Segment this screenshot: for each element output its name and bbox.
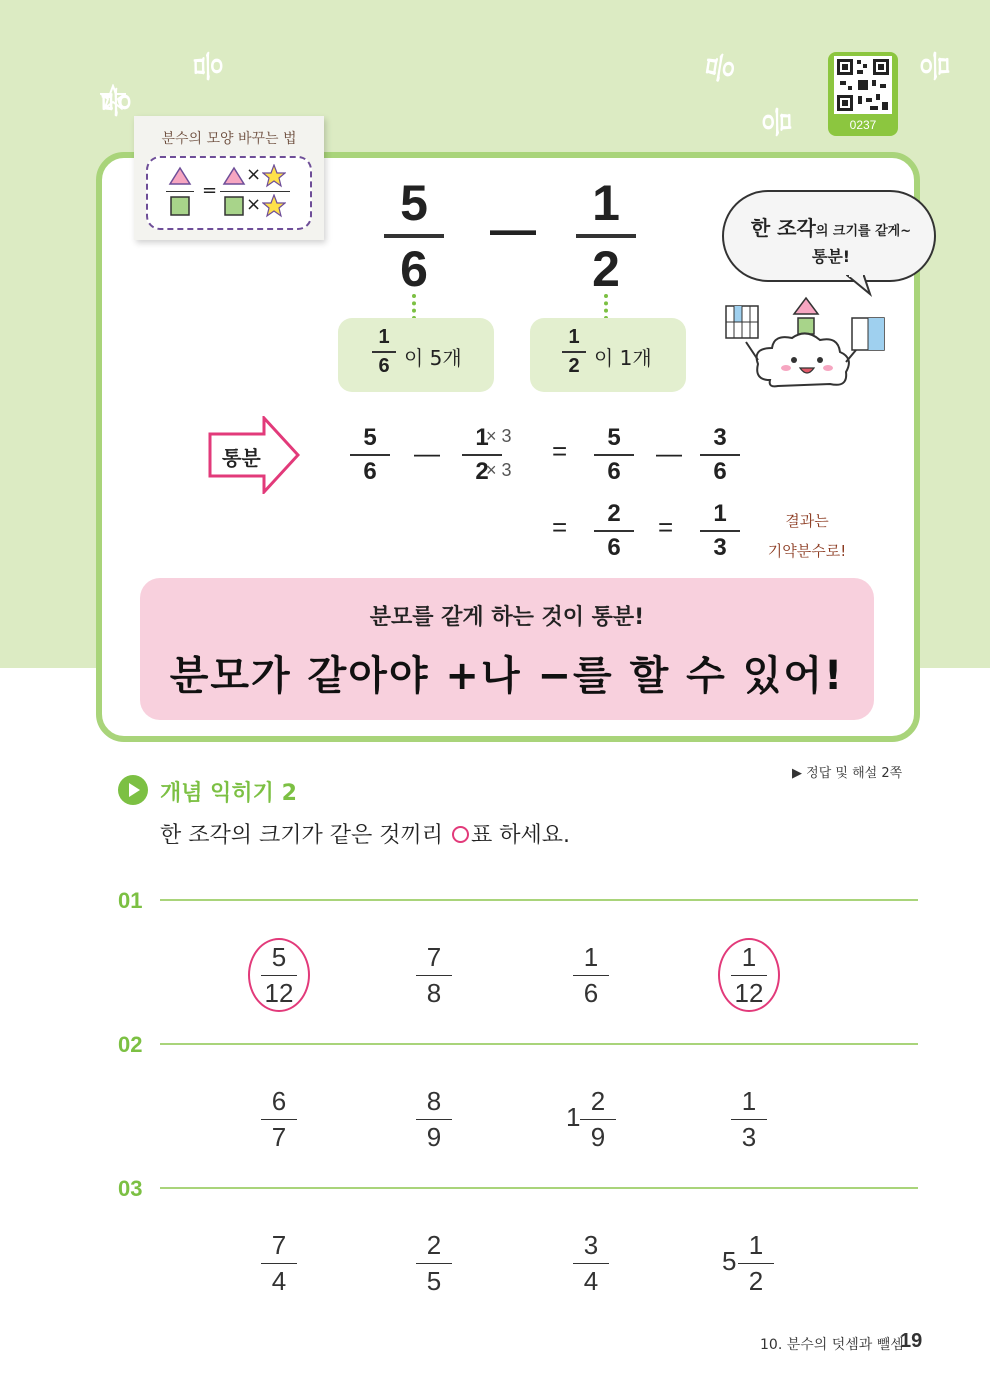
row-divider <box>160 1043 918 1045</box>
bubble-tail <box>846 274 876 298</box>
numerator: 6 <box>271 1086 287 1116</box>
denominator: 4 <box>583 1266 599 1296</box>
triangle-icon <box>168 166 192 186</box>
fraction <box>700 424 740 486</box>
answer-reference: ▶ 정답 및 해설 2쪽 <box>792 766 903 781</box>
tip-note-title: 분수의 모양 바꾸는 법 <box>161 131 297 147</box>
fraction-bar <box>416 1119 452 1120</box>
main-fraction-5-6 <box>384 174 444 298</box>
mixed-number-whole[interactable]: 1 <box>566 1102 581 1132</box>
numerator: 5 <box>363 424 377 451</box>
fraction-bar <box>731 975 767 976</box>
fraction-bar <box>594 454 634 456</box>
multiplier: × 3 <box>486 460 512 480</box>
fraction-bar <box>166 191 194 192</box>
fraction-bar <box>384 234 444 238</box>
minus-sign: — <box>414 438 440 468</box>
play-icon <box>118 775 148 805</box>
fraction-bar <box>580 1119 616 1120</box>
denominator: 6 <box>363 458 377 485</box>
fraction-bar <box>416 975 452 976</box>
denominator: 9 <box>590 1122 606 1152</box>
numerator: 1 <box>592 175 620 231</box>
choice-fraction[interactable] <box>416 1230 452 1297</box>
instruction-text: 표 하세요. <box>471 823 570 848</box>
fraction-bar <box>261 975 297 976</box>
bubble-small-text: 의 크기를 같게~ <box>815 224 912 239</box>
choice-fraction[interactable] <box>731 1086 767 1153</box>
numerator: 1 <box>741 942 757 972</box>
square-icon <box>170 196 190 216</box>
numerator: 1 <box>475 424 489 451</box>
fraction-bar <box>261 1263 297 1264</box>
main-fraction-1-2 <box>576 174 636 298</box>
numerator: 3 <box>583 1230 599 1260</box>
qr-code-badge[interactable] <box>828 52 898 136</box>
numerator: 7 <box>271 1230 287 1260</box>
decor-symbol: 음 <box>760 107 796 137</box>
choice-fraction[interactable] <box>573 942 609 1009</box>
cloud-mascot-icon <box>722 296 890 394</box>
denominator: 12 <box>264 978 294 1008</box>
fraction-bar <box>562 351 586 353</box>
numerator: 1 <box>713 500 727 527</box>
result-note-line: 기약분수로! <box>767 542 847 560</box>
numerator: 1 <box>748 1230 764 1260</box>
unit-fraction <box>372 326 396 378</box>
denominator: 2 <box>748 1266 764 1296</box>
bubble-text-line1 <box>724 212 938 241</box>
problem-number: 03 <box>118 1176 143 1201</box>
choice-fraction[interactable] <box>416 1086 452 1153</box>
fraction <box>594 424 634 486</box>
decor-symbol: 음 <box>699 50 739 85</box>
connector-dots <box>412 294 416 320</box>
problem-number: 02 <box>118 1032 143 1057</box>
fraction-bar <box>350 454 390 456</box>
fraction-bar <box>576 234 636 238</box>
numerator: 2 <box>607 500 621 527</box>
denominator: 6 <box>607 534 621 561</box>
choice-fraction[interactable] <box>580 1086 616 1153</box>
result-note <box>762 506 852 566</box>
choice-fraction[interactable] <box>416 942 452 1009</box>
fraction-bar <box>573 1263 609 1264</box>
denominator: 3 <box>713 534 727 561</box>
tongbun-label: 통분 <box>222 446 261 470</box>
bubble-emphasis: 한 조각 <box>750 216 816 240</box>
result-note-line: 결과는 <box>785 512 829 530</box>
circle-mark-icon <box>452 826 469 843</box>
numerator: 5 <box>607 424 621 451</box>
denominator: 7 <box>271 1122 287 1152</box>
numerator: 1 <box>583 942 599 972</box>
chapter-footer: 10. 분수의 덧셈과 뺄셈 <box>760 1337 904 1353</box>
fraction-bar <box>738 1263 774 1264</box>
numerator: 8 <box>426 1086 442 1116</box>
denominator: 2 <box>568 355 580 377</box>
problem-number: 01 <box>118 888 143 913</box>
row-divider <box>160 1187 918 1189</box>
equals-sign: = <box>552 436 568 466</box>
unit-count-text: 이 1개 <box>594 346 652 370</box>
numerator: 2 <box>426 1230 442 1260</box>
row-divider <box>160 899 918 901</box>
denominator: 5 <box>426 1266 442 1296</box>
bubble-text-line2: 통분! <box>811 247 851 266</box>
denominator: 3 <box>741 1122 757 1152</box>
choice-fraction[interactable] <box>261 1086 297 1153</box>
fraction <box>700 500 740 562</box>
page-number: 19 <box>900 1330 923 1352</box>
equals-sign: = <box>658 512 674 542</box>
numerator: 7 <box>426 942 442 972</box>
denominator: 6 <box>607 458 621 485</box>
star-icon <box>100 84 126 110</box>
denominator: 2 <box>592 241 620 297</box>
fraction <box>350 424 390 486</box>
fraction <box>594 500 634 562</box>
fraction-bar <box>573 975 609 976</box>
denominator: 8 <box>426 978 442 1008</box>
numerator: 2 <box>590 1086 606 1116</box>
equals-sign: = <box>552 512 568 542</box>
square-icon <box>224 196 244 216</box>
qr-code-number: 0237 <box>849 118 877 132</box>
instruction <box>160 818 570 849</box>
numerator: 1 <box>568 326 580 348</box>
connector-dots <box>604 294 608 320</box>
decor-symbol: 음 <box>918 51 954 81</box>
choice-fraction[interactable] <box>738 1230 774 1297</box>
denominator: 6 <box>583 978 599 1008</box>
denominator: 6 <box>400 241 428 297</box>
instruction-text: 한 조각의 크기가 같은 것끼리 <box>160 823 443 848</box>
summary-line2: 분모가 같아야 +나 −를 할 수 있어! <box>169 653 845 699</box>
triangle-icon <box>222 166 246 186</box>
numerator: 3 <box>713 424 727 451</box>
fraction-bar <box>220 191 290 192</box>
star-icon <box>262 194 286 218</box>
choice-fraction[interactable] <box>261 1230 297 1297</box>
tongbun-arrow <box>208 416 300 494</box>
equals-sign: = <box>202 180 218 201</box>
decor-symbol: 음 <box>97 87 133 117</box>
fraction-bar <box>462 454 502 456</box>
numerator: 1 <box>741 1086 757 1116</box>
section-title: 개념 익히기 2 <box>160 781 297 806</box>
numerator: 5 <box>400 175 428 231</box>
fraction-bar <box>731 1119 767 1120</box>
unit-count-text: 이 5개 <box>404 346 462 370</box>
denominator: 12 <box>734 978 764 1008</box>
multiplier: × 3 <box>486 426 512 446</box>
denominator: 2 <box>475 458 489 485</box>
choice-fraction[interactable] <box>261 942 297 1009</box>
fraction-bar <box>700 454 740 456</box>
fraction-bar <box>700 530 740 532</box>
summary-box <box>140 578 874 720</box>
denominator: 6 <box>713 458 727 485</box>
denominator: 4 <box>271 1266 287 1296</box>
numerator: 5 <box>271 942 287 972</box>
decor-symbol: 음 <box>189 51 225 81</box>
denominator: 6 <box>378 355 390 377</box>
qr-code-icon <box>834 56 892 114</box>
fraction-bar <box>372 351 396 353</box>
tip-note <box>134 116 324 240</box>
choice-fraction[interactable] <box>731 942 767 1009</box>
choice-fraction[interactable] <box>573 1230 609 1297</box>
mixed-number-whole[interactable]: 5 <box>722 1246 737 1276</box>
numerator: 1 <box>378 326 390 348</box>
fraction-bar <box>594 530 634 532</box>
summary-line1: 분모를 같게 하는 것이 통분! <box>369 605 645 630</box>
fraction-bar <box>261 1119 297 1120</box>
times-sign: × <box>246 164 262 185</box>
speech-bubble <box>722 190 936 282</box>
times-sign: × <box>246 194 262 215</box>
denominator: 9 <box>426 1122 442 1152</box>
tip-note-formula <box>146 156 312 230</box>
star-icon <box>262 164 286 188</box>
fraction-bar <box>416 1263 452 1264</box>
minus-sign: — <box>656 438 682 468</box>
unit-fraction <box>562 326 586 378</box>
minus-sign: — <box>490 203 536 255</box>
